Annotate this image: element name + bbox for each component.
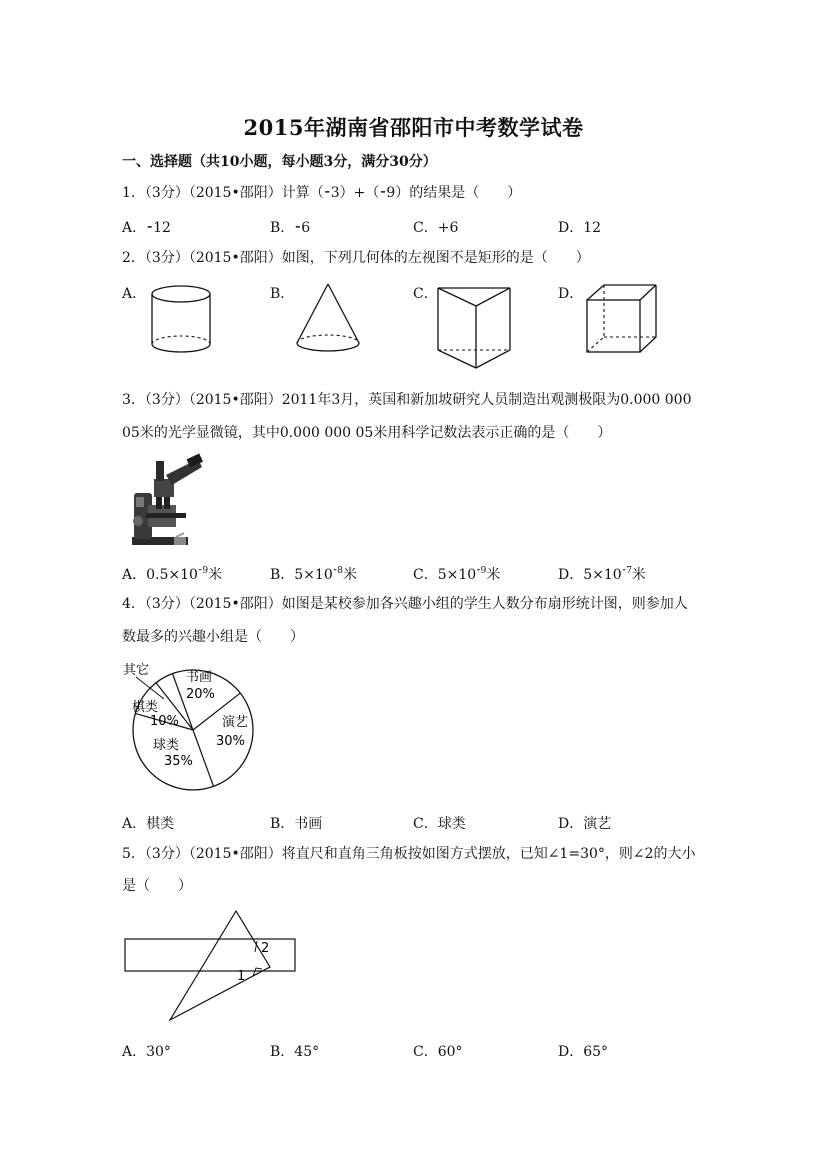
q5-option-d: D．65° [558,1044,609,1060]
pie-label-other: 其它 [123,663,150,678]
page-title: 2015年湖南省邵阳市中考数学试卷 [243,115,584,140]
q5-option-a: A．30° [122,1044,171,1060]
q5-option-c: C．60° [413,1044,463,1060]
q4-option-c: C．球类 [413,816,466,832]
q3-option-c: C．$5\times 10^{⁃9}$米 [413,566,501,583]
q2-label-b: B． [270,286,295,302]
section-heading: 一、选择题（共10小题，每小题3分，满分30分） [122,154,437,170]
question-5-stem-line1: 5．（3分）（2015•邵阳）将直尺和直角三角板按如图方式摆放，已知∠1=30°，则∠2的大小 [122,846,696,862]
q5-option-b: B．45° [270,1044,320,1060]
question-4-stem-line1: 4．（3分）（2015•邵阳）如图是某校参加各兴趣小组的学生人数分布扇形统计图，则参加人 [122,596,688,612]
cylinder-figure [148,282,216,356]
angle-1-label: 1 [237,969,246,984]
question-5-stem-line2: 是（ ） [122,878,192,894]
q3-option-b: B．$5\times 10^{⁃8}$米 [270,566,357,583]
question-3-stem-line2: 05米的光学显微镜，其中0.000 000 05米用科学记数法表示正确的是（ ） [122,425,612,441]
angle-2-label: 2 [261,941,270,956]
pie-label-ball: 球类 [153,738,180,753]
q2-label-c: C． [413,286,438,302]
pie-value-ball: 35% [164,754,193,769]
q4-option-d: D．演艺 [558,816,612,832]
q2-label-a: A． [122,286,147,302]
pie-label-calligraphy: 书画 [186,670,213,685]
cone-figure [293,280,363,358]
question-1-stem: 1．（3分）（2015•邵阳）计算（⁃3）+（⁃9）的结果是（ ） [122,185,522,201]
pie-slice-boundary-3 [193,730,214,786]
q1-option-c: C．+6 [413,220,459,236]
question-3-stem-line1: 3．（3分）（2015•邵阳）2011年3月，英国和新加坡研究人员制造出观测极限为0.000 000 [122,392,692,408]
q3-option-a: A．$0.5\times 10^{⁃9}$米 [122,566,223,583]
ruler-triangle-figure [120,905,302,1025]
question-2-stem: 2．（3分）（2015•邵阳）如图，下列几何体的左视图不是矩形的是（ ） [122,250,590,266]
pie-value-performance: 30% [216,734,245,749]
q3-option-d: D．$5\times 10^{⁃7}$米 [558,566,646,583]
set-square [170,911,270,1020]
question-4-stem-line2: 数最多的兴趣小组是（ ） [122,629,304,645]
pie-chart [118,655,278,795]
q1-option-d: D．12 [558,220,602,236]
microscope-image [126,453,208,549]
q4-option-b: B．书画 [270,816,323,832]
cube-figure [584,282,660,356]
pie-label-performance: 演艺 [222,715,249,730]
q2-label-d: D． [558,286,584,302]
q4-option-a: A．棋类 [122,816,175,832]
q1-option-a: A．⁃12 [122,220,171,236]
pie-value-chess: 10% [150,714,179,729]
q1-option-b: B．⁃6 [270,220,311,236]
triangular-prism-figure [434,282,514,374]
pie-value-calligraphy: 20% [186,687,215,702]
pie-label-chess: 棋类 [132,700,159,715]
